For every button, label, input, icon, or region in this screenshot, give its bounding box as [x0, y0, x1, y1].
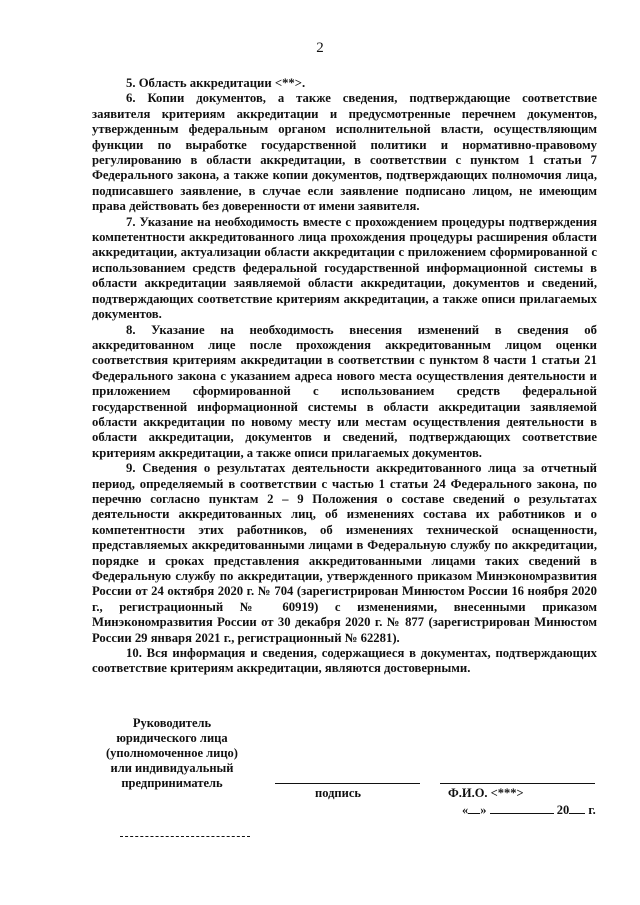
year-suffix: г.: [588, 803, 596, 817]
role-line: юридического лица: [116, 731, 228, 745]
year-blank: [569, 802, 585, 814]
year-prefix: 20: [556, 803, 570, 817]
paragraph-5: 5. Область аккредитации <**>.: [126, 76, 306, 90]
role-line: предприниматель: [121, 776, 223, 790]
role-line: Руководитель: [132, 716, 212, 730]
fio-line: [440, 783, 595, 784]
signature-line: [275, 783, 420, 784]
page-number: 2: [316, 40, 324, 56]
paragraph-8: 8. Указание на необходимость внесения изменений в сведения об аккредитованном лице после прохождения аккредитованным лицом оценки соответствия критериям аккредитации в соответствии с пунктом 8 части 1 статьи 21 Федерального закона с указанием адреса нового места осуществления деятельности и приложением сформированной с использованием средств федеральной государственной информационной системы в области аккредитации заявляемой области аккредитации по новому месту или местам осуществления деятельности в области аккредитации, документов и сведений, подтверждающих соответствие критериям аккредитации, а также описи прилагаемых документов.: [92, 322, 597, 460]
paragraph-6: 6. Копии документов, а также сведения, подтверждающие соответствие заявителя критериям аккредитации и предусмотренные перечнем документов, утвержденным федеральным органом исполнительной власти, осуществляющим функции по выработке государственной политики и нормативно-правовому регулированию в области аккредитации, в соответствии с пунктом 1 статьи 7 Федерального закона, а также копии документов, подтверждающих полномочия лица, подписавшего заявление, в случае если заявление подписано лицом, не имеющим права действовать без доверенности от имени заявителя.: [92, 91, 597, 214]
date-open-quote: «: [462, 803, 469, 817]
document-body: [92, 76, 597, 677]
fio-label: Ф.И.О. <***>: [448, 786, 524, 800]
paragraph-10: 10. Вся информация и сведения, содержащиеся в документах, подтверждающих соответствие критериям аккредитации, являются достоверными.: [92, 646, 597, 676]
role-line: или индивидуальный: [110, 761, 234, 775]
paragraph-7: 7. Указание на необходимость вместе с прохождением процедуры подтверждения компетентности аккредитованного лица прохождения процедуры расширения области аккредитации, актуализации области аккредитации с приложением сформированной с использованием средств федеральной государственной информационной системы в области аккредитации заявляемой области аккредитации, документов и сведений, подтверждающих соответствие критериям аккредитации, а также описи прилагаемых документов.: [92, 214, 597, 322]
month-blank: [490, 802, 554, 814]
day-blank: [468, 802, 480, 814]
paragraph-9: 9. Сведения о результатах деятельности аккредитованного лица за отчетный период, определяемый в соответствии с частью 1 статьи 24 Федерального закона, по перечню согласно пунктам 2 – 9 Положения о составе сведений о результатах деятельности аккредитованных лиц, об изменениях состава их работников и о компетентности этих работников, об изменениях технической оснащенности, представляемых аккредитованными лицами в Федеральную службу по аккредитации, порядке и сроках представления аккредитованными лицами таких сведений в Федеральную службу по аккредитации, утвержденного приказом Минэкономразвития России от 24 октября 2020 г. № 704 (зарегистрирован Минюстом России 16 ноября 2020 г., регистрационный № 60919) с изменениями, внесенными приказом Минэкономразвития России от 30 декабря 2020 г. № 877 (зарегистрирован Минюстом России 29 января 2021 г., регистрационный № 62281).: [92, 461, 597, 645]
signature-label: подпись: [315, 786, 361, 800]
role-line: (уполномоченное лицо): [106, 746, 238, 760]
footnote-separator: [120, 836, 250, 837]
date-field: [462, 802, 596, 818]
date-close-quote: »: [480, 803, 487, 817]
signatory-role: [92, 716, 252, 791]
